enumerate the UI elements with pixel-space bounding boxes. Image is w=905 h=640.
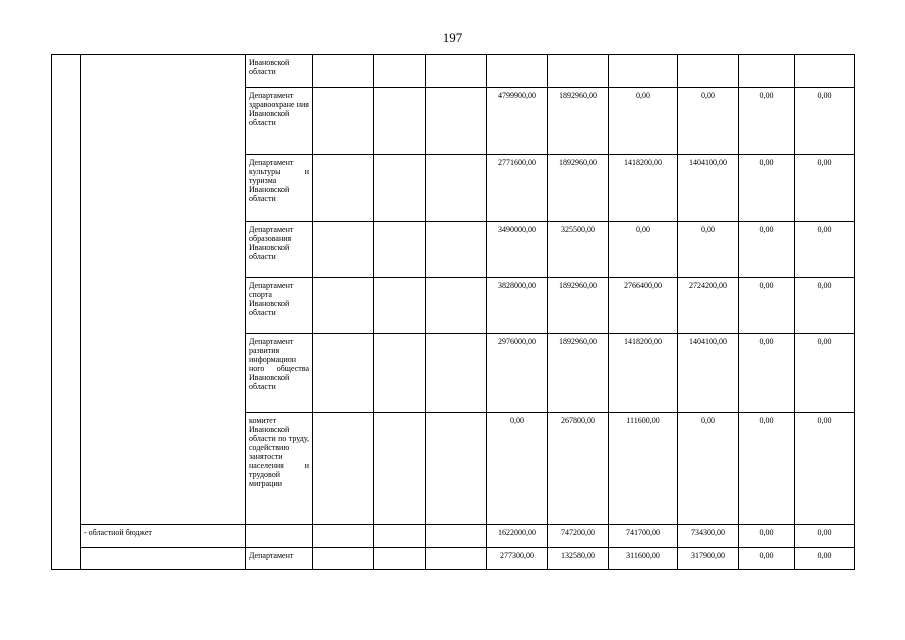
- value-cell: 0,00: [795, 548, 855, 570]
- value-cell: 1892960,00: [548, 278, 609, 334]
- executor-cell: комитет Ивановской области по труду, содействию занятости населения и трудовой миграции: [246, 413, 313, 525]
- empty-cell: [426, 222, 487, 278]
- value-cell: 3490000,00: [487, 222, 548, 278]
- value-cell: 1892960,00: [548, 155, 609, 222]
- value-cell: 1404100,00: [678, 155, 739, 222]
- value-cell: 0,00: [795, 155, 855, 222]
- empty-cell: [313, 55, 374, 88]
- value-cell: 0,00: [739, 413, 795, 525]
- value-cell: 0,00: [609, 222, 678, 278]
- executor-cell: Департамент культуры и туризма Ивановской области: [246, 155, 313, 222]
- value-cell: 0,00: [487, 413, 548, 525]
- executor-cell: Департамент: [246, 548, 313, 570]
- value-cell: 2724200,00: [678, 278, 739, 334]
- table-row: [52, 525, 855, 548]
- value-cell: 1418200,00: [609, 334, 678, 413]
- value-cell: 0,00: [739, 525, 795, 548]
- value-cell: 317900,00: [678, 548, 739, 570]
- table-row: [52, 55, 855, 88]
- value-cell: 0,00: [739, 155, 795, 222]
- value-cell: 1404100,00: [678, 334, 739, 413]
- value-cell: 0,00: [795, 278, 855, 334]
- executor-cell: Департамент образования Ивановской области: [246, 222, 313, 278]
- value-cell: 0,00: [678, 88, 739, 155]
- empty-cell: [374, 155, 426, 222]
- empty-cell: [426, 334, 487, 413]
- empty-cell: [426, 88, 487, 155]
- value-cell: 0,00: [609, 88, 678, 155]
- value-cell: 325500,00: [548, 222, 609, 278]
- value-cell: 111600,00: [609, 413, 678, 525]
- budget-table: [51, 54, 855, 570]
- value-cell: 0,00: [678, 222, 739, 278]
- program-cell: [81, 55, 246, 525]
- table-row: [52, 548, 855, 570]
- executor-cell: Департамент спорта Ивановской области: [246, 278, 313, 334]
- executor-cell: [246, 525, 313, 548]
- value-cell: 0,00: [739, 548, 795, 570]
- value-cell: 0,00: [795, 413, 855, 525]
- empty-cell: [426, 55, 487, 88]
- value-cell: [487, 55, 548, 88]
- empty-cell: [374, 278, 426, 334]
- page-number: 197: [442, 30, 463, 45]
- empty-cell: [374, 55, 426, 88]
- empty-cell: [313, 413, 374, 525]
- empty-cell: [426, 548, 487, 570]
- value-cell: 0,00: [739, 334, 795, 413]
- value-cell: 0,00: [795, 525, 855, 548]
- value-cell: 4799900,00: [487, 88, 548, 155]
- number-cell: [52, 55, 81, 570]
- value-cell: 0,00: [795, 334, 855, 413]
- value-cell: [609, 55, 678, 88]
- empty-cell: [374, 525, 426, 548]
- executor-cell: Ивановской области: [246, 55, 313, 88]
- value-cell: 0,00: [678, 413, 739, 525]
- executor-cell: Департамент развития информацион ного общества Ивановской области: [246, 334, 313, 413]
- value-cell: 741700,00: [609, 525, 678, 548]
- value-cell: 1418200,00: [609, 155, 678, 222]
- empty-cell: [313, 548, 374, 570]
- value-cell: 0,00: [739, 278, 795, 334]
- empty-cell: [313, 88, 374, 155]
- empty-cell: [374, 88, 426, 155]
- value-cell: 2976000,00: [487, 334, 548, 413]
- budget-source-cell: [81, 548, 246, 570]
- empty-cell: [313, 334, 374, 413]
- empty-cell: [426, 525, 487, 548]
- value-cell: [548, 55, 609, 88]
- value-cell: 132580,00: [548, 548, 609, 570]
- empty-cell: [313, 222, 374, 278]
- value-cell: 311600,00: [609, 548, 678, 570]
- empty-cell: [374, 413, 426, 525]
- value-cell: [795, 55, 855, 88]
- value-cell: 2766400,00: [609, 278, 678, 334]
- value-cell: [678, 55, 739, 88]
- empty-cell: [426, 155, 487, 222]
- value-cell: 734300,00: [678, 525, 739, 548]
- value-cell: 1892960,00: [548, 334, 609, 413]
- value-cell: 0,00: [739, 222, 795, 278]
- value-cell: 1622000,00: [487, 525, 548, 548]
- empty-cell: [426, 413, 487, 525]
- value-cell: 0,00: [795, 222, 855, 278]
- value-cell: 3828000,00: [487, 278, 548, 334]
- executor-cell: Департамент здравоохране ния Ивановской области: [246, 88, 313, 155]
- empty-cell: [426, 278, 487, 334]
- value-cell: 0,00: [739, 88, 795, 155]
- value-cell: 277300,00: [487, 548, 548, 570]
- value-cell: [739, 55, 795, 88]
- empty-cell: [313, 525, 374, 548]
- empty-cell: [313, 278, 374, 334]
- empty-cell: [374, 222, 426, 278]
- budget-source-cell: - областной бюджет: [81, 525, 246, 548]
- value-cell: 747200,00: [548, 525, 609, 548]
- empty-cell: [374, 334, 426, 413]
- value-cell: 2771600,00: [487, 155, 548, 222]
- empty-cell: [374, 548, 426, 570]
- empty-cell: [313, 155, 374, 222]
- value-cell: 0,00: [795, 88, 855, 155]
- value-cell: 1892960,00: [548, 88, 609, 155]
- value-cell: 267800,00: [548, 413, 609, 525]
